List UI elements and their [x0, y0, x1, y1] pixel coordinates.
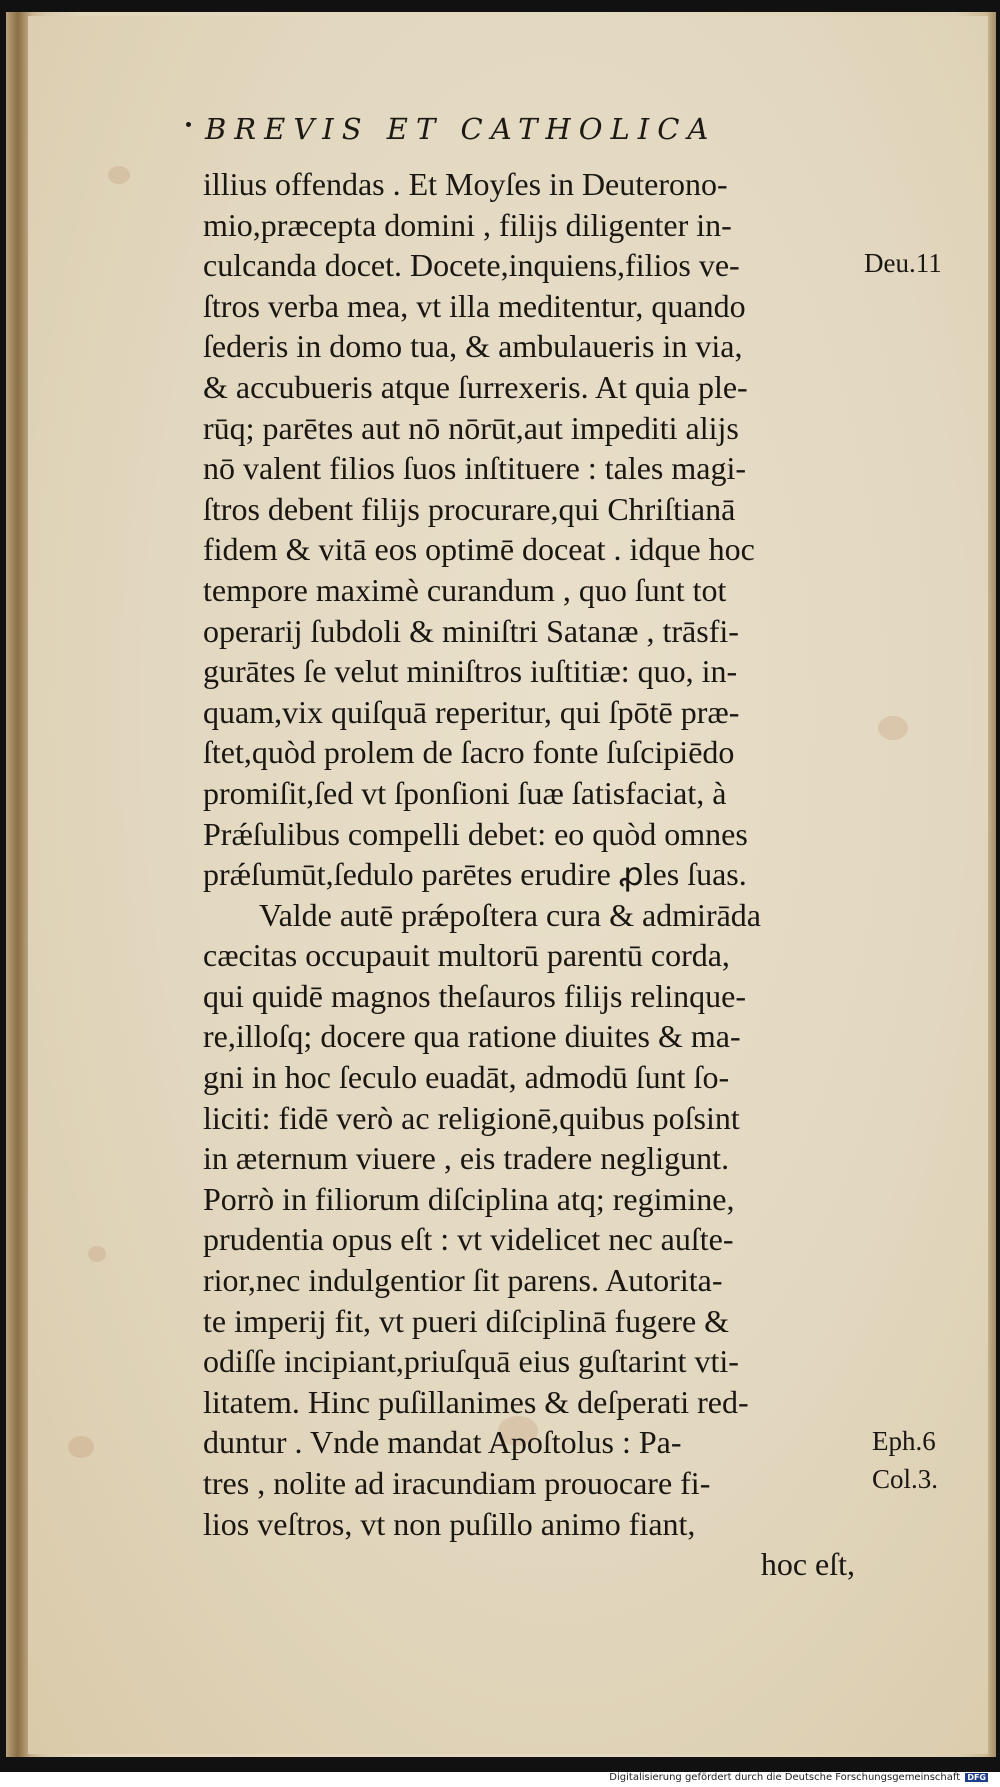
text-line: culcanda docet. Docete,inquiens,filios ve- — [203, 247, 740, 284]
text-line: ſtros verba mea, vt illa meditentur, quando — [203, 287, 746, 324]
text-line: ſederis in domo tua, & ambulaueris in via, — [203, 328, 743, 365]
text-line: Porrò in filiorum diſciplina atq; regimine, — [203, 1180, 735, 1217]
text-line: gurātes ſe velut miniſtros iuſtitiæ: quo, in- — [203, 653, 738, 690]
marginal-note-ephesians: Eph.6 — [872, 1426, 936, 1456]
text-line: rior,nec indulgentior ſit parens. Autorita- — [203, 1262, 723, 1299]
text-line: liciti: fidē verò ac religionē,quibus poſsint — [203, 1099, 740, 1136]
text-line: gni in hoc ſeculo euadāt, admodū ſunt ſo- — [203, 1059, 730, 1096]
digitization-credit — [609, 1772, 988, 1783]
text-line: in æternum viuere , eis tradere negligunt. — [203, 1140, 730, 1177]
text-line: tempore maximè curandum , quo ſunt tot — [203, 571, 727, 608]
text-line: lios veſtros, vt non puſillo animo fiant, — [203, 1505, 696, 1542]
text-line: ſtros debent filijs procurare,qui Chriſtianā — [203, 490, 736, 527]
text-line: rūq; parētes aut nō nōrūt,aut impediti alijs — [203, 409, 739, 446]
text-line: re,illoſq; docere qua ratione diuites & ma- — [203, 1018, 741, 1055]
text-line: tres , nolite ad iracundiam prouocare fi- — [203, 1465, 711, 1501]
marginal-note-deuteronomy: Deu.11 — [864, 248, 942, 278]
text-line: qui quidē magnos theſauros filijs relinque- — [203, 977, 746, 1014]
credit-text: Digitalisierung gefördert durch die Deutsche Forschungsgemeinschaft — [609, 1772, 961, 1783]
text-line: duntur . Vnde mandat Apoſtolus : Pa- — [203, 1424, 682, 1461]
text-line: odiſſe incipiant,priuſquā eius guſtarint vti- — [203, 1343, 739, 1380]
text-line: Prǽſulibus compelli debet: eo quòd omnes — [203, 815, 748, 852]
text-line: prudentia opus eſt : vt videlicet nec auſte- — [203, 1221, 734, 1258]
body-text — [203, 164, 863, 1585]
text-line: illius offendas . Et Moyſes in Deuterono- — [203, 166, 728, 202]
text-line: prǽſumūt,ſedulo parētes erudire ꝓles ſuas. — [203, 856, 747, 893]
catchword-line: hoc eſt, — [760, 1546, 855, 1583]
text-line: quam,vix quiſquā reperitur, qui ſpōtē præ- — [203, 693, 740, 730]
text-line: te imperij fit, vt pueri diſciplinā fugere & — [203, 1302, 730, 1339]
paragraph-start-line: Valde autē prǽpoſtera cura & admirāda — [259, 896, 761, 933]
marginal-note-colossians: Col.3. — [872, 1464, 939, 1494]
text-line: operarij ſubdoli & miniſtri Satanæ , trāsfi- — [203, 612, 739, 649]
text-line: nō valent filios ſuos inſtituere : tales magi- — [203, 450, 746, 487]
text-line: promiſit,ſed vt ſponſioni ſuæ ſatisfaciat, à — [203, 774, 727, 811]
text-line: cæcitas occupauit multorū parentū corda, — [203, 937, 730, 974]
header-ornament-dot — [186, 122, 191, 127]
text-line: fidem & vitā eos optimē doceat . idque hoc — [203, 531, 755, 568]
dfg-logo: DFG — [967, 1773, 986, 1782]
text-line: & accubueris atque ſurrexeris. At quia ple- — [203, 368, 748, 405]
text-line: mio,præcepta domini , filijs diligenter in- — [203, 206, 732, 243]
running-title: BREVIS ET CATHOLICA — [205, 112, 717, 146]
text-line: litatem. Hinc puſillanimes & deſperati red- — [203, 1383, 749, 1420]
text-line: ſtet,quòd prolem de ſacro fonte ſuſcipiēdo — [203, 734, 735, 771]
